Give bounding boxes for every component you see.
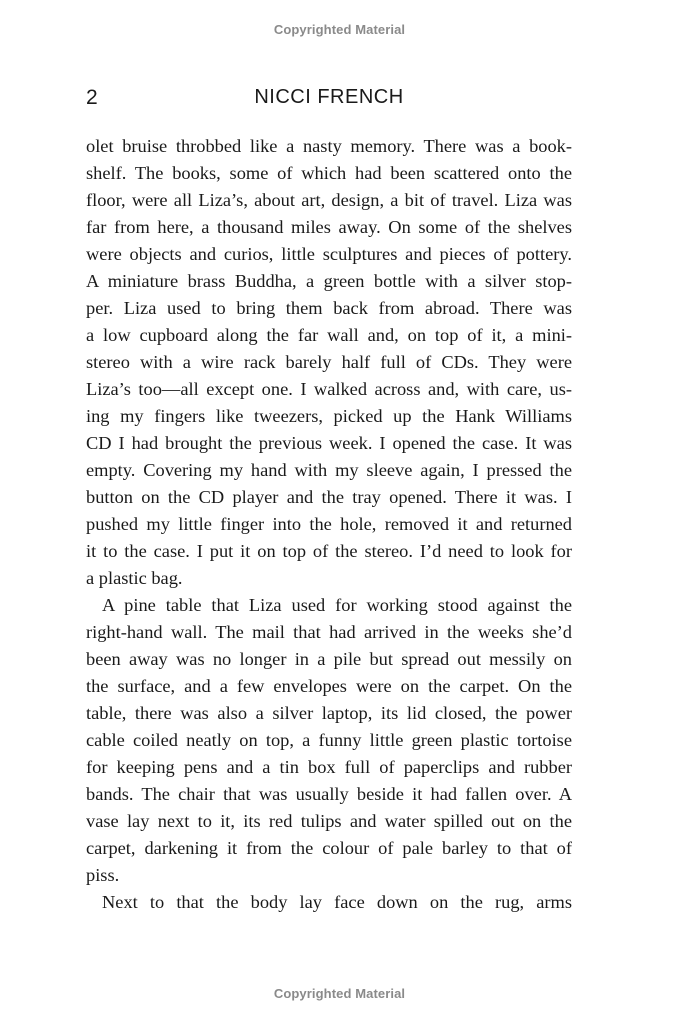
- text-line: far from here, a thousand miles away. On some of the shelves: [86, 217, 572, 237]
- text-line: table, there was also a silver laptop, its lid closed, the power: [86, 703, 572, 723]
- text-line: bands. The chair that was usually beside it had fallen over. A: [86, 784, 572, 804]
- text-line: A miniature brass Buddha, a green bottle with a silver stop-: [86, 271, 572, 291]
- text-line: stereo with a wire rack barely half full of CDs. They were: [86, 352, 572, 372]
- copyright-watermark-bottom: Copyrighted Material: [273, 986, 406, 1001]
- text-line: floor, were all Liza’s, about art, design, a bit of travel. Liza was: [86, 190, 572, 210]
- text-line: for keeping pens and a tin box full of paperclips and rubber: [86, 757, 572, 777]
- text-line: ing my fingers like tweezers, picked up the Hank Williams: [86, 406, 572, 426]
- text-line: Liza’s too—all except one. I walked across and, with care, us-: [86, 379, 572, 399]
- text-line: vase lay next to it, its red tulips and water spilled out on the: [86, 811, 572, 831]
- text-line: shelf. The books, some of which had been scattered onto the: [86, 163, 572, 183]
- text-line: it to the case. I put it on top of the stereo. I’d need to look for: [86, 541, 572, 561]
- text-line: button on the CD player and the tray opened. There it was. I: [86, 487, 572, 507]
- text-line: cable coiled neatly on top, a funny little green plastic tortoise: [86, 730, 572, 750]
- body-text: [86, 133, 572, 916]
- text-line: were objects and curios, little sculptures and pieces of pottery.: [86, 244, 572, 264]
- paragraph: [86, 133, 572, 592]
- running-header: [86, 86, 572, 116]
- page-number: 2: [86, 86, 98, 109]
- author-header: NICCI FRENCH: [254, 86, 404, 108]
- text-line: CD I had brought the previous week. I opened the case. It was: [86, 433, 572, 453]
- text-line: piss.: [86, 865, 120, 885]
- text-line: pushed my little finger into the hole, removed it and returned: [86, 514, 572, 534]
- text-line: Next to that the body lay face down on the rug, arms: [102, 892, 572, 912]
- text-line: a low cupboard along the far wall and, on top of it, a mini-: [86, 325, 572, 345]
- text-line: right-hand wall. The mail that had arrived in the weeks she’d: [86, 622, 572, 642]
- text-line: a plastic bag.: [86, 568, 183, 588]
- text-line: been away was no longer in a pile but spread out messily on: [86, 649, 572, 669]
- copyright-watermark-top: Copyrighted Material: [273, 22, 406, 37]
- text-line: empty. Covering my hand with my sleeve again, I pressed the: [86, 460, 572, 480]
- text-line: olet bruise throbbed like a nasty memory. There was a book-: [86, 136, 572, 156]
- text-line: per. Liza used to bring them back from abroad. There was: [86, 298, 572, 318]
- text-line: carpet, darkening it from the colour of pale barley to that of: [86, 838, 572, 858]
- text-line: A pine table that Liza used for working stood against the: [102, 595, 572, 615]
- paragraph: [86, 889, 572, 916]
- text-line: the surface, and a few envelopes were on the carpet. On the: [86, 676, 572, 696]
- paragraph: [86, 592, 572, 889]
